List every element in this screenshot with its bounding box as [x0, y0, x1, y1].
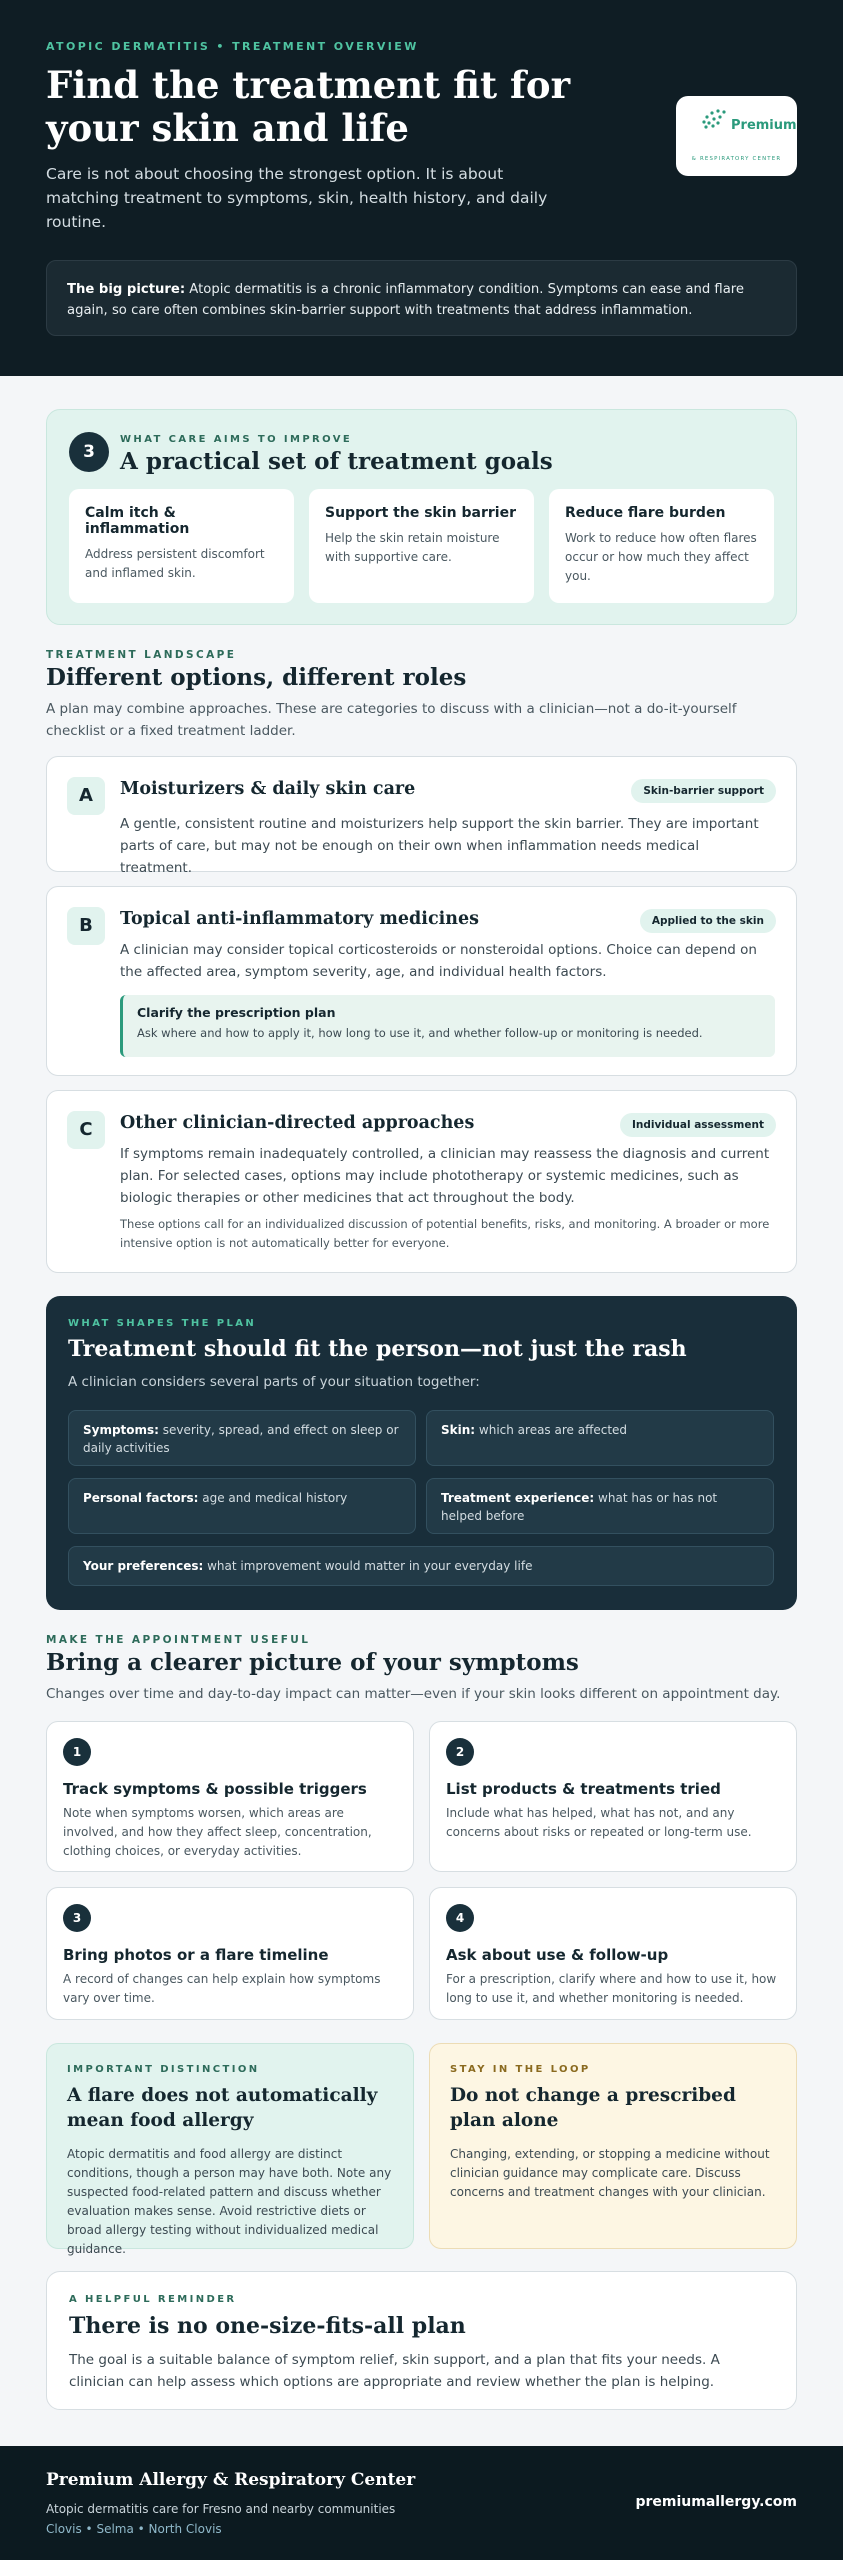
step-title: Track symptoms & possible triggers — [63, 1780, 367, 1798]
stay-in-loop-box — [429, 2043, 797, 2249]
factor-cell — [68, 1546, 774, 1586]
factor-text: age and medical history — [198, 1491, 348, 1505]
appointment-lede: Changes over time and day-to-day impact can matter—even if your skin looks different on appointment day. — [46, 1686, 781, 1702]
food-allergy-distinction-box — [46, 2043, 414, 2256]
loop-eyebrow: STAY IN THE LOOP — [450, 2064, 591, 2075]
shapes-lede: A clinician considers several parts of your situation together: — [68, 1374, 480, 1390]
plan-factors-section — [46, 1296, 797, 1610]
step-number: 3 — [63, 1904, 91, 1932]
loop-text: Changing, extending, or stopping a medicine without clinician guidance may complicate care. Discuss concerns and treatment changes with your clinician. — [450, 2147, 770, 2199]
footer-subtitle: Atopic dermatitis care for Fresno and nearby communities — [46, 2502, 396, 2516]
option-card-b — [46, 886, 797, 1076]
step-title: Bring photos or a flare timeline — [63, 1946, 329, 1964]
goal-card-title: Reduce flare burden — [565, 505, 726, 521]
step-card — [429, 1887, 797, 2020]
footer-cities: Clovis • Selma • North Clovis — [46, 2522, 222, 2536]
factor-cell — [68, 1410, 416, 1466]
appointment-eyebrow: MAKE THE APPOINTMENT USEFUL — [46, 1634, 311, 1646]
reminder-eyebrow: A HELPFUL REMINDER — [69, 2294, 237, 2305]
option-tag: Skin-barrier support — [631, 779, 776, 803]
option-tag: Individual assessment — [620, 1113, 776, 1137]
factor-text: severity, spread, and effect on sleep or daily activities — [83, 1423, 399, 1455]
step-text: Note when symptoms worsen, which areas are involved, and how they affect sleep, concentration, clothing choices, or everyday activities. — [63, 1806, 372, 1858]
goal-card-title: Calm itch & inflammation — [85, 505, 190, 537]
hero-lede: Care is not about choosing the strongest option. It is about matching treatment to symptoms, skin, health history, and daily routine. — [46, 165, 548, 231]
goal-card-text: Help the skin retain moisture with supportive care. — [325, 531, 500, 564]
factor-cell — [68, 1478, 416, 1534]
step-title: Ask about use & follow-up — [446, 1946, 669, 1964]
goals-title: A practical set of treatment goals — [120, 448, 553, 475]
big-picture-label: The big picture: — [67, 282, 186, 297]
big-picture-box — [46, 260, 797, 336]
hero-eyebrow: ATOPIC DERMATITIS • TREATMENT OVERVIEW — [46, 40, 419, 53]
step-text: Include what has helped, what has not, and any concerns about risks or repeated or long-term use. — [446, 1806, 752, 1839]
option-card-c — [46, 1090, 797, 1273]
prescription-callout — [120, 995, 775, 1057]
logo-sub-text: & RESPIRATORY CENTER — [691, 156, 782, 162]
distinction-text: Atopic dermatitis and food allergy are distinct conditions, though a person may have both. Note any suspected food-related pattern and discuss whether evaluation makes sense. Avoid restrictive diets or broad allergy testing without individualized medical guidance. — [67, 2147, 392, 2256]
factor-text: what has or has not helped before — [441, 1491, 718, 1523]
footer-website-link[interactable]: premiumallergy.com — [635, 2494, 797, 2510]
factor-cell — [426, 1478, 774, 1534]
option-text: A gentle, consistent routine and moisturizers help support the skin barrier. They are important parts of care, but may not be enough on their own when inflammation needs medical treatment. — [120, 816, 759, 876]
distinction-eyebrow: IMPORTANT DISTINCTION — [67, 2064, 260, 2075]
step-card — [429, 1721, 797, 1872]
step-number: 4 — [446, 1904, 474, 1932]
reminder-box — [46, 2271, 797, 2410]
goal-card-title: Support the skin barrier — [325, 505, 516, 521]
step-text: For a prescription, clarify where and how to use it, how long to use it, and whether monitoring is needed. — [446, 1972, 777, 2005]
option-title: Other clinician-directed approaches — [120, 1113, 475, 1133]
callout-title: Clarify the prescription plan — [137, 1005, 336, 1020]
option-letter: B — [67, 907, 105, 945]
step-card — [46, 1721, 414, 1872]
landscape-eyebrow: TREATMENT LANDSCAPE — [46, 649, 237, 661]
landscape-title: Different options, different roles — [46, 664, 467, 691]
hero-header — [0, 0, 843, 376]
factor-text: what improvement would matter in your everyday life — [203, 1559, 533, 1573]
option-title: Topical anti-inflammatory medicines — [120, 909, 479, 929]
goals-section — [46, 409, 797, 625]
goal-card — [69, 489, 294, 603]
callout-text: Ask where and how to apply it, how long to use it, and whether follow-up or monitoring is needed. — [137, 1026, 703, 1040]
page-title: Find the treatment fit for your skin and life — [46, 63, 571, 150]
step-number: 2 — [446, 1738, 474, 1766]
factor-label: Your preferences: — [83, 1559, 204, 1573]
brand-logo — [676, 96, 797, 176]
goals-number-badge: 3 — [69, 432, 109, 472]
step-text: A record of changes can help explain how symptoms vary over time. — [63, 1972, 381, 2005]
option-card-a — [46, 756, 797, 876]
factor-cell — [426, 1410, 774, 1466]
footer-org-name: Premium Allergy & Respiratory Center — [46, 2470, 416, 2490]
logo-dots-icon — [700, 108, 734, 132]
step-number: 1 — [63, 1738, 91, 1766]
option-title: Moisturizers & daily skin care — [120, 779, 416, 799]
landscape-lede: A plan may combine approaches. These are categories to discuss with a clinician—not a do-it-yourself checklist or a fixed treatment ladder. — [46, 701, 737, 739]
factor-label: Treatment experience: — [441, 1491, 595, 1505]
page-footer — [0, 2446, 843, 2560]
option-letter: A — [67, 777, 105, 815]
step-title: List products & treatments tried — [446, 1780, 721, 1798]
option-text: If symptoms remain inadequately controlled, a clinician may reassess the diagnosis and current plan. For selected cases, options may include phototherapy or systemic medicines, such as biologic therapies or other medicines that act throughout the body. — [120, 1146, 770, 1206]
goals-eyebrow: WHAT CARE AIMS TO IMPROVE — [120, 434, 353, 445]
goal-card — [549, 489, 774, 603]
appointment-title: Bring a clearer picture of your symptoms — [46, 1649, 579, 1676]
distinction-title: A flare does not automatically mean food allergy — [67, 2085, 378, 2131]
reminder-title: There is no one-size-fits-all plan — [69, 2313, 466, 2339]
shapes-eyebrow: WHAT SHAPES THE PLAN — [68, 1318, 257, 1329]
big-picture-text: Atopic dermatitis is a chronic inflammatory condition. Symptoms can ease and flare again, so care often combines skin-barrier support with treatments that address inflammation. — [67, 282, 745, 318]
goal-card-text: Address persistent discomfort and inflamed skin. — [85, 547, 265, 580]
shapes-title: Treatment should fit the person—not just the rash — [68, 1336, 687, 1362]
factor-label: Symptoms: — [83, 1423, 159, 1437]
logo-brand-text: Premium — [731, 118, 797, 133]
goal-card-text: Work to reduce how often flares occur or how much they affect you. — [565, 531, 757, 583]
reminder-text: The goal is a suitable balance of symptom relief, skin support, and a plan that fits your needs. A clinician can help assess which options are appropriate and review whether the plan is helping. — [69, 2352, 720, 2390]
goal-card — [309, 489, 534, 603]
option-note: These options call for an individualized discussion of potential benefits, risks, and monitoring. A broader or more intensive option is not automatically better for everyone. — [120, 1217, 770, 1250]
option-text: A clinician may consider topical corticosteroids or nonsteroidal options. Choice can depend on the affected area, symptom severity, age, and individual health factors. — [120, 942, 757, 980]
loop-title: Do not change a prescribed plan alone — [450, 2085, 736, 2131]
factor-label: Personal factors: — [83, 1491, 199, 1505]
option-tag: Applied to the skin — [640, 909, 776, 933]
option-letter: C — [67, 1111, 105, 1149]
factor-label: Skin: — [441, 1423, 476, 1437]
step-card — [46, 1887, 414, 2020]
factor-text: which areas are affected — [475, 1423, 628, 1437]
